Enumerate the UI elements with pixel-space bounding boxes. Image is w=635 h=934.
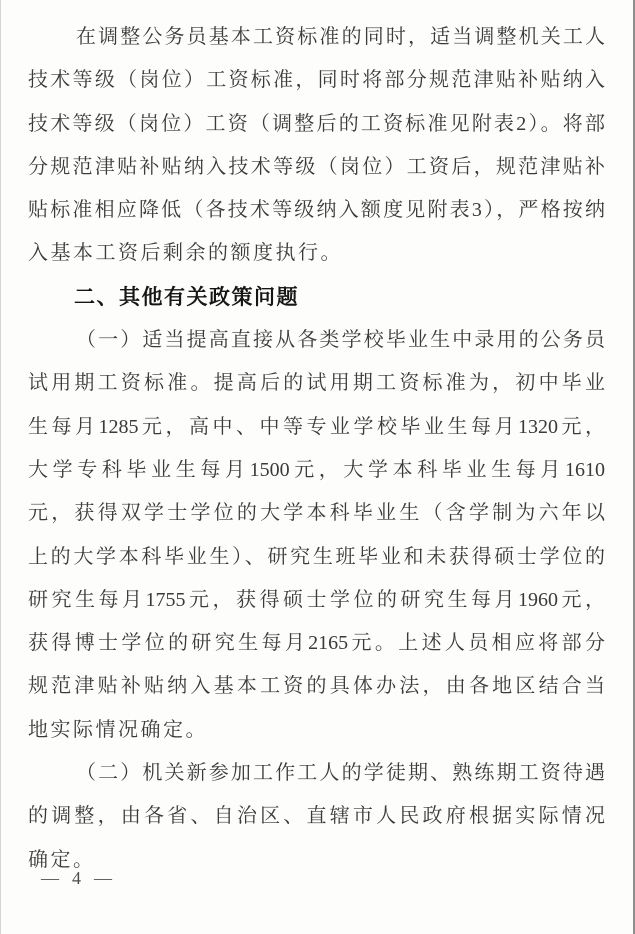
text-line: 入基本工资后剩余的额度执行。 bbox=[28, 242, 343, 265]
page-number-dash-right: — bbox=[94, 868, 112, 888]
text-line: 元，获得双学士学位的大学本科毕业生（含学制为六年以 bbox=[28, 502, 605, 525]
text-line: 在调整公务员基本工资标准的同时，适当调整机关工人 bbox=[76, 26, 605, 48]
section-heading: 二、其他有关政策问题 bbox=[74, 285, 299, 309]
document-body bbox=[1, 0, 633, 882]
text-line: 地实际情况确定。 bbox=[28, 718, 208, 741]
page-number-dash-left: — bbox=[41, 868, 59, 888]
page-number bbox=[41, 869, 112, 887]
page-number-value: 4 bbox=[72, 868, 81, 888]
text-line: 试用期工资标准。提高后的试用期工资标准为，初中毕业 bbox=[28, 372, 605, 395]
text-line: 分规范津贴补贴纳入技术等级（岗位）工资后，规范津贴补 bbox=[28, 155, 605, 178]
text-line: 研究生每月1755元，获得硕士学位的研究生每月1960元， bbox=[28, 588, 605, 611]
text-line: 确定。 bbox=[28, 848, 96, 871]
text-line: 技术等级（岗位）工资标准，同时将部分规范津贴补贴纳入 bbox=[28, 69, 605, 92]
text-line: （一）适当提高直接从各类学校毕业生中录用的公务员 bbox=[76, 329, 605, 352]
text-line: 生每月1285元，高中、中等专业学校毕业生每月1320元， bbox=[28, 415, 605, 438]
text-line: 大学专科毕业生每月1500元，大学本科毕业生每月1610 bbox=[28, 458, 605, 481]
text-line: 贴标准相应降低（各技术等级纳入额度见附表3），严格按纳 bbox=[28, 199, 605, 222]
text-line: （二）机关新参加工作工人的学徒期、熟练期工资待遇 bbox=[76, 762, 605, 785]
text-line: 规范津贴补贴纳入基本工资的具体办法，由各地区结合当 bbox=[28, 675, 605, 698]
text-line: 的调整，由各省、自治区、直辖市人民政府根据实际情况 bbox=[28, 805, 605, 828]
text-line: 获得博士学位的研究生每月2165元。上述人员相应将部分 bbox=[28, 632, 605, 655]
text-line: 技术等级（岗位）工资（调整后的工资标准见附表2）。将部 bbox=[28, 112, 605, 135]
text-line: 上的大学本科毕业生）、研究生班毕业和未获得硕士学位的 bbox=[28, 545, 605, 568]
